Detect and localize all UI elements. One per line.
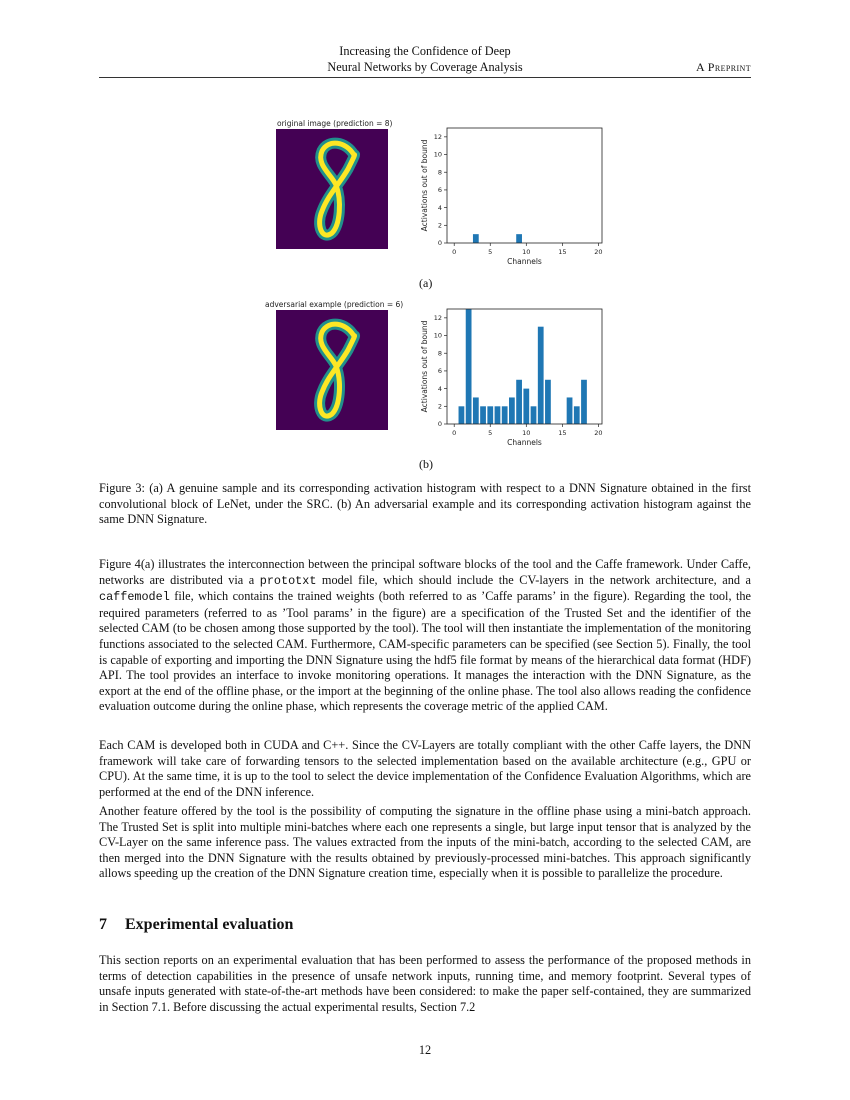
bar-channel-10 bbox=[523, 389, 529, 424]
y-tick-label-10: 10 bbox=[433, 331, 442, 340]
p1-text-b: model file, which should include the CV-layers in the network architecture, and a bbox=[316, 572, 751, 587]
header-preprint-tag-text: A Preprint bbox=[695, 60, 751, 74]
bar-channel-3 bbox=[473, 397, 479, 424]
digit-eight-drawing bbox=[276, 129, 388, 249]
p1-text-c: file, which contains the trained weights (both referred to as ’Caffe params’ in the figure). Regarding the tool, the required parameters (referred to as ’Tool params’ in the figure) are a specification of the Trusted Set and the identifier of the selected CAM (to be chosen among those supported by the tool). The tool will then instantiate the implementation of the monitoring functions associated to the selected CAM. Furthermore, CAM-specific parameters can be specified (see Section 5). Finally, the tool is capable of exporting and importing the DNN Signature using the hdf5 file format by means of the hierarchical data format (HDF) API. The tool provides an interface to invoke monitoring operations. It manages the interaction with the DNN Signature, as the export at the end of the offline phase, or the import at the beginning of the online phase. The tool also allows reading the confidence evaluation outcome during the online phase, which represents the coverage metric of the applied CAM. bbox=[99, 589, 751, 714]
x-tick-label-15: 15 bbox=[558, 248, 567, 256]
bar-channel-17 bbox=[574, 406, 580, 424]
y-tick-label-2: 2 bbox=[437, 221, 442, 230]
x-tick-label-0: 0 bbox=[452, 429, 457, 437]
x-tick-label-10: 10 bbox=[522, 248, 531, 256]
x-tick-label-0: 0 bbox=[452, 248, 457, 256]
y-axis-label: Activations out of bound bbox=[420, 320, 429, 413]
bar-channel-8 bbox=[509, 397, 515, 424]
y-tick-label-4: 4 bbox=[437, 384, 442, 393]
bar-channel-7 bbox=[502, 406, 508, 424]
header-title-line2: Neural Networks by Coverage Analysis bbox=[327, 59, 523, 74]
panel-a-label: (a) bbox=[419, 276, 433, 290]
y-tick-label-8: 8 bbox=[437, 168, 442, 177]
body-paragraph-1 bbox=[99, 557, 751, 715]
y-tick-label-12: 12 bbox=[433, 133, 442, 142]
header-preprint-tag bbox=[696, 60, 751, 75]
bar-channel-5 bbox=[487, 406, 493, 424]
bar-channel-4 bbox=[480, 406, 486, 424]
body-paragraph-3: Another feature offered by the tool is the possibility of computing the signature in the offline phase using a mini-batch approach. The Trusted Set is split into multiple mini-batches where each one represents a single, but large input tensor that is analyzed by the CV-Layer on the same inference pass. The values extracted from the inputs of the mini-batch, according to the selected CAM, are then merged into the DNN Signature with the results obtained by previously-processed mini-batches. This approach significantly allows speeding up the creation of the DNN Signature creation time, especially when it is possible to parallelize the procedure. bbox=[99, 804, 751, 881]
bar-channel-3 bbox=[473, 234, 479, 243]
figure3-caption: Figure 3: (a) A genuine sample and its corresponding activation histogram with respect to a DNN Signature obtained in the first convolutional block of LeNet, under the SRC. (b) An adversarial example and its corresponding activation histogram against the same DNN Signature. bbox=[99, 481, 751, 527]
bar-channel-6 bbox=[495, 406, 501, 424]
panel-a-image-title: original image (prediction = 8) bbox=[277, 119, 393, 128]
y-axis-label: Activations out of bound bbox=[420, 139, 429, 232]
y-tick-label-8: 8 bbox=[437, 349, 442, 358]
bar-channel-2 bbox=[466, 309, 472, 424]
page-number: 12 bbox=[418, 1043, 432, 1057]
body-paragraph-2: Each CAM is developed both in CUDA and C++. Since the CV-Layers are totally compliant with the other Caffe layers, the DNN framework will take care of forwarding tensors to the selected implementation based on the available architecture (e.g., GPU or CPU). At the same time, it is up to the tool to select the device implementation of the Confidence Evaluation Algorithms, which are performed at the end of the DNN inference. bbox=[99, 738, 751, 799]
p1-code-prototxt: prototxt bbox=[259, 573, 317, 588]
x-tick-label-15: 15 bbox=[558, 429, 567, 437]
panel-b-label: (b) bbox=[419, 457, 433, 471]
bar-channel-13 bbox=[545, 380, 551, 424]
y-tick-label-6: 6 bbox=[437, 186, 442, 195]
plot-frame bbox=[447, 128, 602, 243]
activation-histogram-b bbox=[417, 303, 617, 453]
header-rule bbox=[99, 77, 751, 78]
p1-text-a: Figure 4(a) illustrates the interconnection between the principal software blocks of the tool and the Caffe framework. Under Caffe, networks are distributed via a bbox=[99, 557, 751, 587]
body-paragraph-4: This section reports on an experimental evaluation that has been performed to assess the performance of the proposed methods in terms of detection capabilities in the presence of unsafe network inputs, running time, and memory footprint. Several types of unsafe inputs generated with state-of-the-art methods have been considered: to make the paper self-contained, they are summarized in Section 7.1. Before discussing the actual experimental results, Section 7.2 bbox=[99, 953, 751, 1014]
bar-channel-9 bbox=[516, 380, 522, 424]
y-tick-label-0: 0 bbox=[437, 239, 442, 248]
y-tick-label-12: 12 bbox=[433, 314, 442, 323]
x-tick-label-10: 10 bbox=[522, 429, 531, 437]
mnist-original-digit-image bbox=[276, 129, 388, 249]
section-title: Experimental evaluation bbox=[125, 916, 294, 933]
figure3-panel-b bbox=[255, 298, 615, 471]
y-tick-label-0: 0 bbox=[437, 420, 442, 429]
x-tick-label-5: 5 bbox=[488, 248, 493, 256]
x-tick-label-5: 5 bbox=[488, 429, 493, 437]
x-tick-label-20: 20 bbox=[594, 248, 603, 256]
running-header bbox=[99, 44, 751, 78]
bar-channel-12 bbox=[538, 327, 544, 424]
bar-channel-16 bbox=[567, 397, 573, 424]
y-tick-label-6: 6 bbox=[437, 367, 442, 376]
section-heading bbox=[99, 916, 293, 934]
y-tick-label-4: 4 bbox=[437, 203, 442, 212]
mnist-adversarial-digit-image bbox=[276, 310, 388, 430]
x-axis-label: Channels bbox=[507, 438, 542, 447]
section-number: 7 bbox=[99, 916, 107, 933]
y-tick-label-2: 2 bbox=[437, 402, 442, 411]
header-title bbox=[99, 44, 751, 75]
bar-channel-11 bbox=[531, 406, 537, 424]
bar-channel-18 bbox=[581, 380, 587, 424]
figure3-panel-a bbox=[255, 117, 615, 290]
y-tick-label-10: 10 bbox=[433, 150, 442, 159]
digit-eight-adversarial-drawing bbox=[276, 310, 388, 430]
header-title-line1: Increasing the Confidence of Deep bbox=[339, 44, 511, 58]
bar-channel-9 bbox=[516, 234, 522, 243]
activation-histogram-a bbox=[417, 122, 617, 272]
panel-b-image-title: adversarial example (prediction = 6) bbox=[265, 300, 404, 309]
x-tick-label-20: 20 bbox=[594, 429, 603, 437]
bar-channel-1 bbox=[459, 406, 465, 424]
p1-code-caffemodel: caffemodel bbox=[99, 590, 170, 605]
x-axis-label: Channels bbox=[507, 257, 542, 266]
